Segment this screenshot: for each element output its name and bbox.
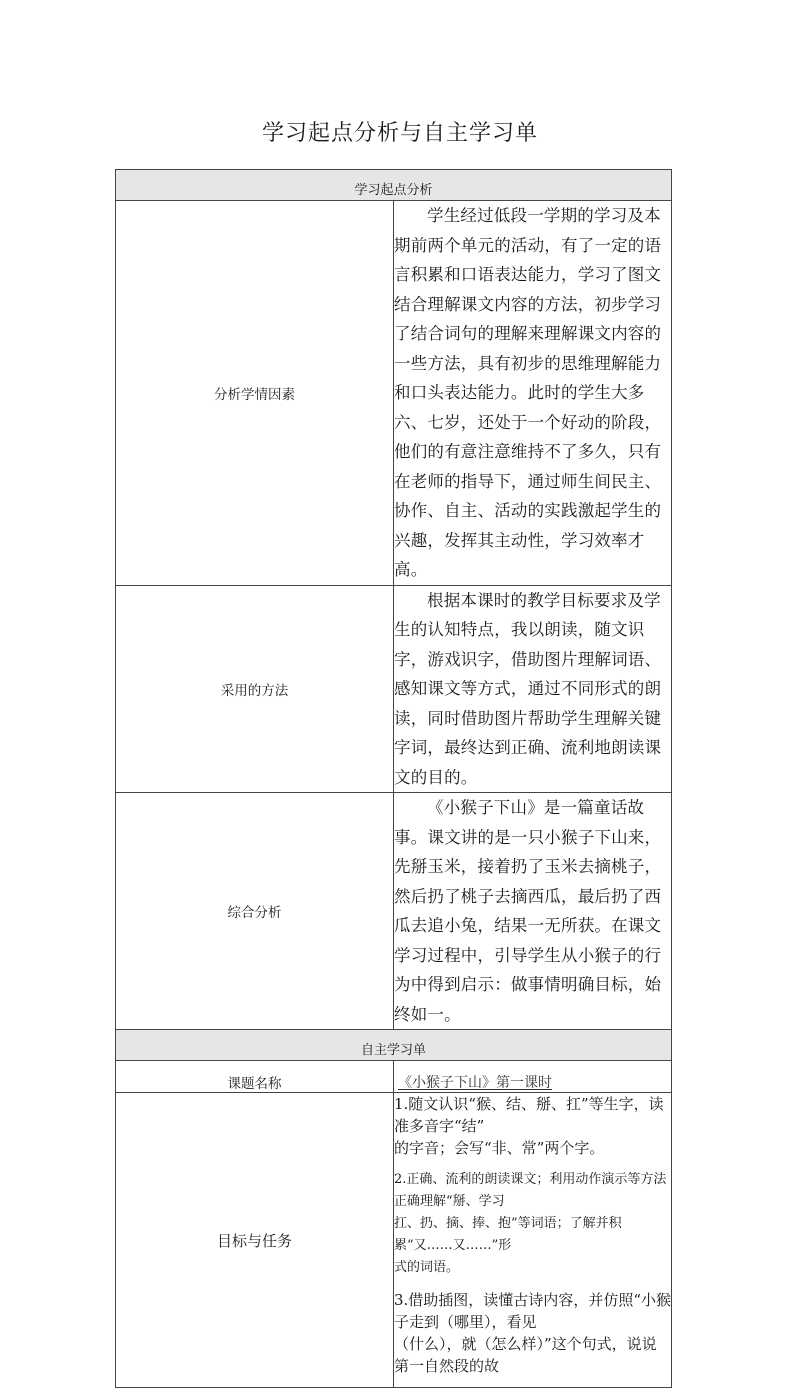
page-title: 学习起点分析与自主学习单 [261, 121, 538, 146]
goals-tasks-cell [394, 1093, 672, 1388]
task-item-1: 1.随文认识“猴、结、掰、扛”等生字，读准多音字“结” 的字音；会写“非、常”两个字。 [394, 1095, 664, 1157]
subject-value: 《小猴子下山》第一课时 [398, 1075, 552, 1091]
section-header-analysis-label: 学习起点分析 [354, 183, 433, 198]
row-text-methods: 根据本课时的教学目标要求及学生的认知特点，我以朗读，随文识字，游戏识字，借助图片理解词语、感知课文等方式，通过不同形式的朗读，同时借助图片帮助学生理解关键字词，最终达到正确、流利地朗读课文的目的。 [394, 585, 672, 793]
section-header-self-study [116, 1030, 672, 1061]
row-text-student-factors: 学生经过低段一学期的学习及本期前两个单元的活动，有了一定的语言积累和口语表达能力，学习了图文结合理解课文内容的方法，初步学习了结合词句的理解来理解课文内容的一些方法，具有初步的思维理解能力和口头表达能力。此时的学生大多六、七岁，还处于一个好动的阶段，他们的有意注意维持不了多久，只有在老师的指导下，通过师生间民主、协作、自主、活动的实践激起学生的兴趣，发挥其主动性，学习效率才高。 [394, 201, 672, 586]
subject-label: 课题名称 [116, 1061, 394, 1093]
section-header-self-study-label: 自主学习单 [360, 1043, 426, 1058]
task-item-3: 3.借助插图，读懂古诗内容，并仿照“小猴子走到（哪里），看见 （什么），就（怎么样）”这个句式，说说第一自然段的故 [394, 1291, 671, 1375]
task-item-2: 2.正确、流利的朗读课文；利用动作演示等方法正确理解“掰、学习 扛、扔、摘、捧、抱”等词语；了解并积累“又……又……”形 式的词语。 [394, 1172, 667, 1275]
goals-label: 目标与任务 [116, 1093, 394, 1388]
subject-value-cell [394, 1061, 672, 1093]
row-text-overall-analysis: 《小猴子下山》是一篇童话故事。课文讲的是一只小猴子下山来，先掰玉米，接着扔了玉米去摘桃子，然后扔了桃子去摘西瓜，最后扔了西瓜去追小兔，结果一无所获。在课文学习过程中，引导学生从小猴子的行为中得到启示：做事情明确目标，始终如一。 [394, 793, 672, 1030]
section-header-analysis [116, 170, 672, 201]
row-label-overall-analysis: 综合分析 [116, 793, 394, 1030]
row-label-methods: 采用的方法 [116, 585, 394, 793]
row-label-student-factors: 分析学情因素 [116, 201, 394, 586]
lesson-table [115, 169, 672, 1388]
